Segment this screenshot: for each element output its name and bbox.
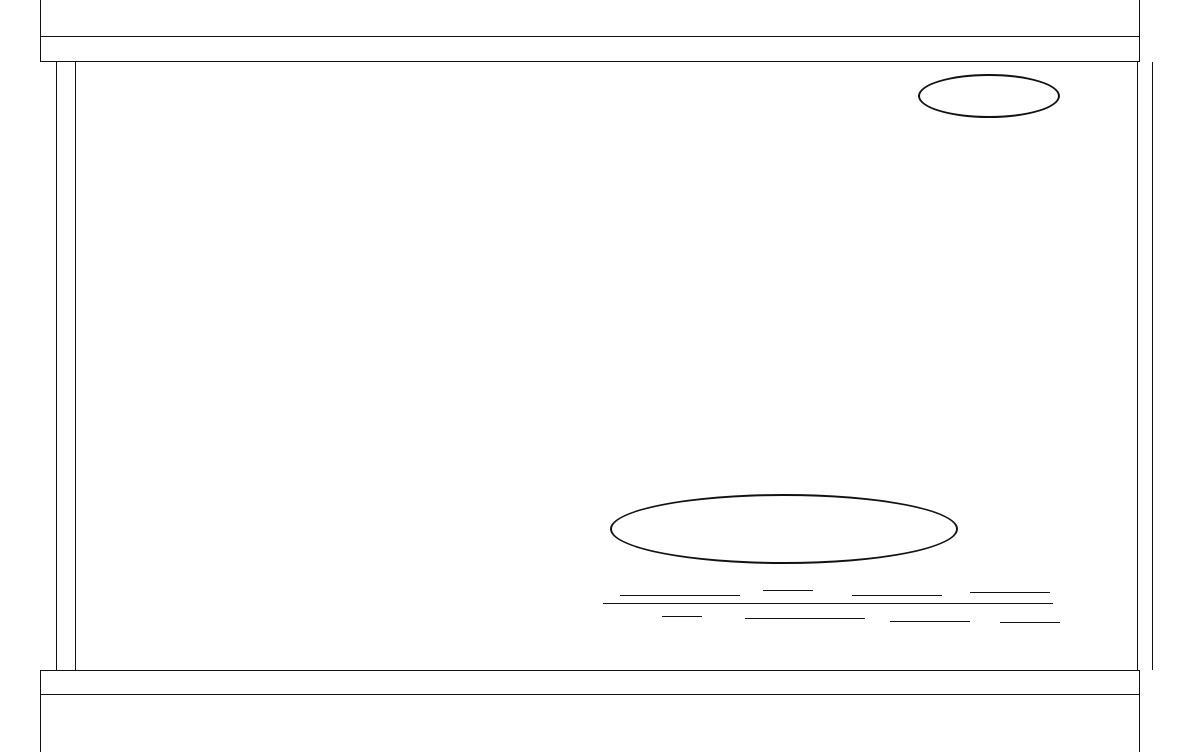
de-rule <box>662 616 702 617</box>
vs-rule <box>1000 622 1060 623</box>
top-strip-bottom <box>41 61 1139 62</box>
ce-rule <box>970 592 1050 593</box>
ml-rule <box>852 595 942 596</box>
fd-rule <box>620 595 740 596</box>
bottom-punch-strip <box>40 670 1140 752</box>
circled-codes <box>610 494 958 564</box>
circled-soc <box>918 74 1060 118</box>
bottom-strip-divider <box>41 694 1139 695</box>
right-edge-inner <box>1152 62 1153 670</box>
bottom-strip-top <box>41 670 1139 671</box>
ld-rule <box>890 621 970 622</box>
top-punch-strip <box>40 0 1140 62</box>
de-top-rule <box>603 603 1053 604</box>
right-edge-line <box>1137 62 1138 670</box>
left-edge-inner <box>56 62 57 670</box>
top-strip-divider <box>41 36 1139 37</box>
sz-rule <box>745 618 865 619</box>
em-rule <box>763 590 813 591</box>
left-edge-line <box>75 62 76 670</box>
